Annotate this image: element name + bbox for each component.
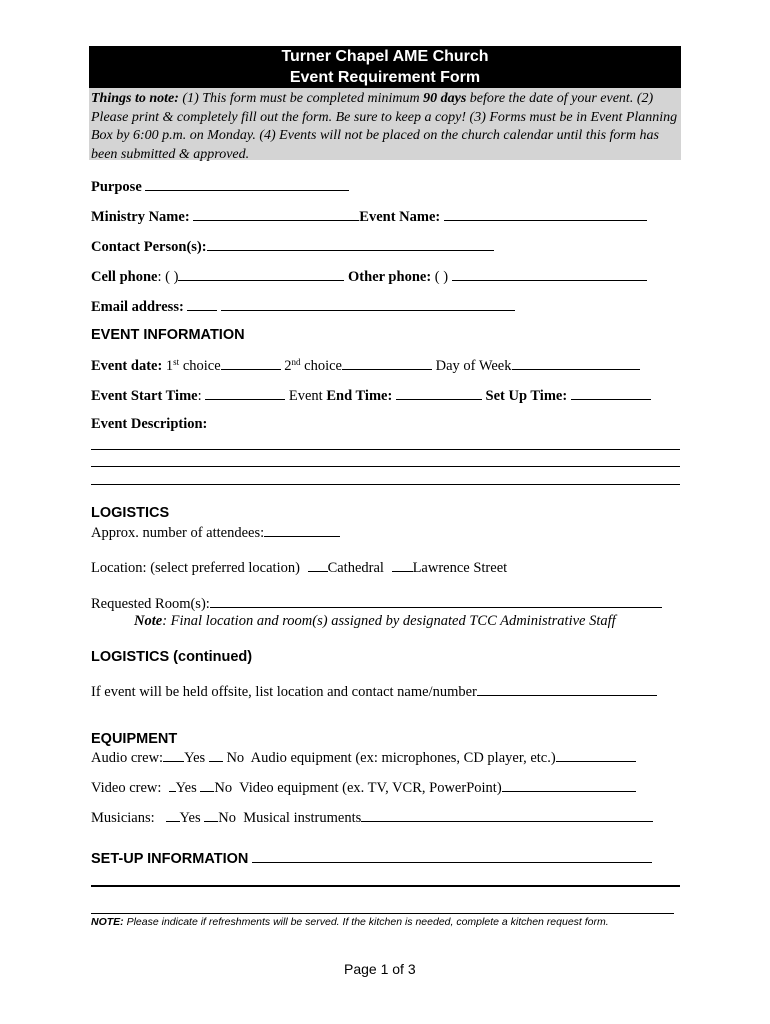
rooms-label: Requested Room(s): bbox=[91, 596, 210, 612]
rooms-note bbox=[134, 613, 616, 630]
musicians-no-check[interactable] bbox=[204, 809, 218, 822]
musical-instruments-label: Musical instruments bbox=[243, 810, 362, 826]
rooms-note-label: Note bbox=[134, 613, 163, 629]
audio-row bbox=[91, 749, 636, 767]
offsite-field[interactable] bbox=[477, 683, 657, 696]
setup-line[interactable] bbox=[91, 885, 680, 887]
ministry-row bbox=[91, 208, 647, 226]
rooms-note-text: : Final location and room(s) assigned by designated TCC Administrative Staff bbox=[162, 613, 616, 629]
day-of-week-field[interactable] bbox=[512, 357, 640, 370]
first-sup: st bbox=[173, 357, 180, 367]
notes-lead: Things to note: bbox=[91, 91, 179, 106]
start-time-field[interactable] bbox=[205, 387, 285, 400]
end-time-label: End Time: bbox=[326, 388, 393, 404]
page-number: Page 1 of 3 bbox=[344, 961, 416, 977]
second-choice-label: choice bbox=[300, 358, 342, 374]
setup-row bbox=[91, 850, 652, 867]
email-field-a[interactable] bbox=[187, 298, 217, 311]
attendees-row bbox=[91, 524, 340, 542]
contact-persons-label: Contact Person(s): bbox=[91, 239, 207, 255]
description-line-1[interactable] bbox=[91, 449, 680, 450]
rooms-field[interactable] bbox=[210, 595, 662, 608]
notes-text-1: (1) This form must be completed minimum bbox=[178, 91, 424, 106]
video-no-label: No bbox=[214, 780, 233, 796]
notes-days: 90 days bbox=[423, 91, 467, 106]
audio-no-label: No bbox=[226, 750, 245, 766]
cathedral-option: Cathedral bbox=[327, 560, 384, 576]
purpose-row bbox=[91, 178, 349, 196]
purpose-field[interactable] bbox=[145, 178, 349, 191]
email-field-b[interactable] bbox=[221, 298, 515, 311]
notes-box bbox=[89, 88, 681, 160]
offsite-label: If event will be held offsite, list location and contact name/number bbox=[91, 684, 477, 700]
day-of-week-label: Day of Week bbox=[435, 358, 512, 374]
event-name-field[interactable] bbox=[444, 208, 647, 221]
audio-yes-check[interactable] bbox=[163, 749, 184, 762]
event-time-row bbox=[91, 387, 651, 405]
note-divider bbox=[91, 913, 674, 914]
event-info-heading: EVENT INFORMATION bbox=[91, 327, 245, 343]
other-phone-label: Other phone: bbox=[348, 269, 432, 285]
rooms-row bbox=[91, 595, 662, 613]
start-colon: : bbox=[197, 388, 202, 404]
musicians-yes-label: Yes bbox=[179, 810, 201, 826]
offsite-row bbox=[91, 683, 657, 701]
musicians-no-label: No bbox=[218, 810, 236, 826]
video-yes-check[interactable] bbox=[169, 779, 176, 792]
ministry-name-label: Ministry Name: bbox=[91, 209, 190, 225]
ministry-name-field[interactable] bbox=[193, 208, 359, 221]
footer-note-text: Please indicate if refreshments will be served. If the kitchen is needed, complete a kitchen request form. bbox=[123, 916, 609, 928]
event-description-label: Event Description: bbox=[91, 416, 208, 432]
church-name: Turner Chapel AME Church bbox=[281, 48, 489, 65]
lawrence-check[interactable] bbox=[392, 559, 413, 572]
description-line-2[interactable] bbox=[91, 466, 680, 467]
event-date-label: Event date: bbox=[91, 358, 163, 374]
musicians-label: Musicians: bbox=[91, 810, 155, 826]
video-yes-label: Yes bbox=[175, 780, 197, 796]
attendees-label: Approx. number of attendees: bbox=[91, 525, 265, 541]
footer-note bbox=[91, 916, 609, 928]
musical-instruments-field[interactable] bbox=[361, 809, 653, 822]
end-time-field[interactable] bbox=[396, 387, 482, 400]
first-num: 1 bbox=[162, 358, 174, 374]
video-row bbox=[91, 779, 636, 797]
cathedral-check[interactable] bbox=[308, 559, 328, 572]
setup-time-field[interactable] bbox=[571, 387, 651, 400]
event-word: Event bbox=[288, 388, 327, 404]
second-choice-field[interactable] bbox=[342, 357, 432, 370]
audio-crew-label: Audio crew: bbox=[91, 750, 164, 766]
purpose-label: Purpose bbox=[91, 179, 142, 195]
cell-phone-label: Cell phone bbox=[91, 269, 158, 285]
location-label: Location: (select preferred location) bbox=[91, 560, 300, 576]
contact-row bbox=[91, 238, 494, 256]
other-phone-field[interactable] bbox=[452, 268, 647, 281]
audio-equipment-field[interactable] bbox=[556, 749, 636, 762]
logistics-continued-heading: LOGISTICS (continued) bbox=[91, 649, 253, 665]
lawrence-option: Lawrence Street bbox=[412, 560, 508, 576]
attendees-field[interactable] bbox=[264, 524, 340, 537]
audio-equipment-label: Audio equipment (ex: microphones, CD player, etc.) bbox=[250, 750, 556, 766]
location-row bbox=[91, 559, 507, 577]
form-title-bar bbox=[89, 46, 681, 88]
setup-heading: SET-UP INFORMATION bbox=[91, 851, 249, 867]
start-time-label: Event Start Time bbox=[91, 388, 198, 404]
description-line-3[interactable] bbox=[91, 484, 680, 485]
second-sup: nd bbox=[291, 357, 301, 367]
first-choice-label: choice bbox=[179, 358, 221, 374]
cell-paren: : ( ) bbox=[157, 269, 179, 285]
form-title: Event Requirement Form bbox=[289, 69, 481, 86]
phone-row bbox=[91, 268, 647, 286]
equipment-heading: EQUIPMENT bbox=[91, 731, 178, 747]
first-choice-field[interactable] bbox=[221, 357, 281, 370]
email-label: Email address: bbox=[91, 299, 184, 315]
event-date-row bbox=[91, 357, 640, 375]
email-row bbox=[91, 298, 515, 316]
second-num: 2 bbox=[284, 358, 292, 374]
other-paren: ( ) bbox=[431, 269, 449, 285]
audio-no-check[interactable] bbox=[209, 749, 223, 762]
audio-yes-label: Yes bbox=[184, 750, 206, 766]
musicians-yes-check[interactable] bbox=[166, 809, 180, 822]
setup-time-label: Set Up Time: bbox=[485, 388, 568, 404]
video-crew-label: Video crew: bbox=[91, 780, 162, 796]
logistics-heading: LOGISTICS bbox=[91, 505, 170, 521]
musicians-row bbox=[91, 809, 653, 827]
cell-phone-field[interactable] bbox=[178, 268, 344, 281]
contact-persons-field[interactable] bbox=[207, 238, 494, 251]
setup-field[interactable] bbox=[252, 850, 652, 863]
video-equipment-label: Video equipment (ex. TV, VCR, PowerPoint) bbox=[239, 780, 502, 796]
notes-text-2: before the date of your event. (2) Please print & completely fill out the form. Be sure to keep a copy! (3) Forms must be in Event Planning Box by 6:00 p.m. on Monday. (4) Events will not be placed on the church calendar until this form has been submitted & approved. bbox=[91, 91, 678, 162]
event-name-label: Event Name: bbox=[359, 209, 441, 225]
video-equipment-field[interactable] bbox=[502, 779, 636, 792]
video-no-check[interactable] bbox=[200, 779, 214, 792]
footer-note-label: NOTE: bbox=[91, 916, 124, 928]
